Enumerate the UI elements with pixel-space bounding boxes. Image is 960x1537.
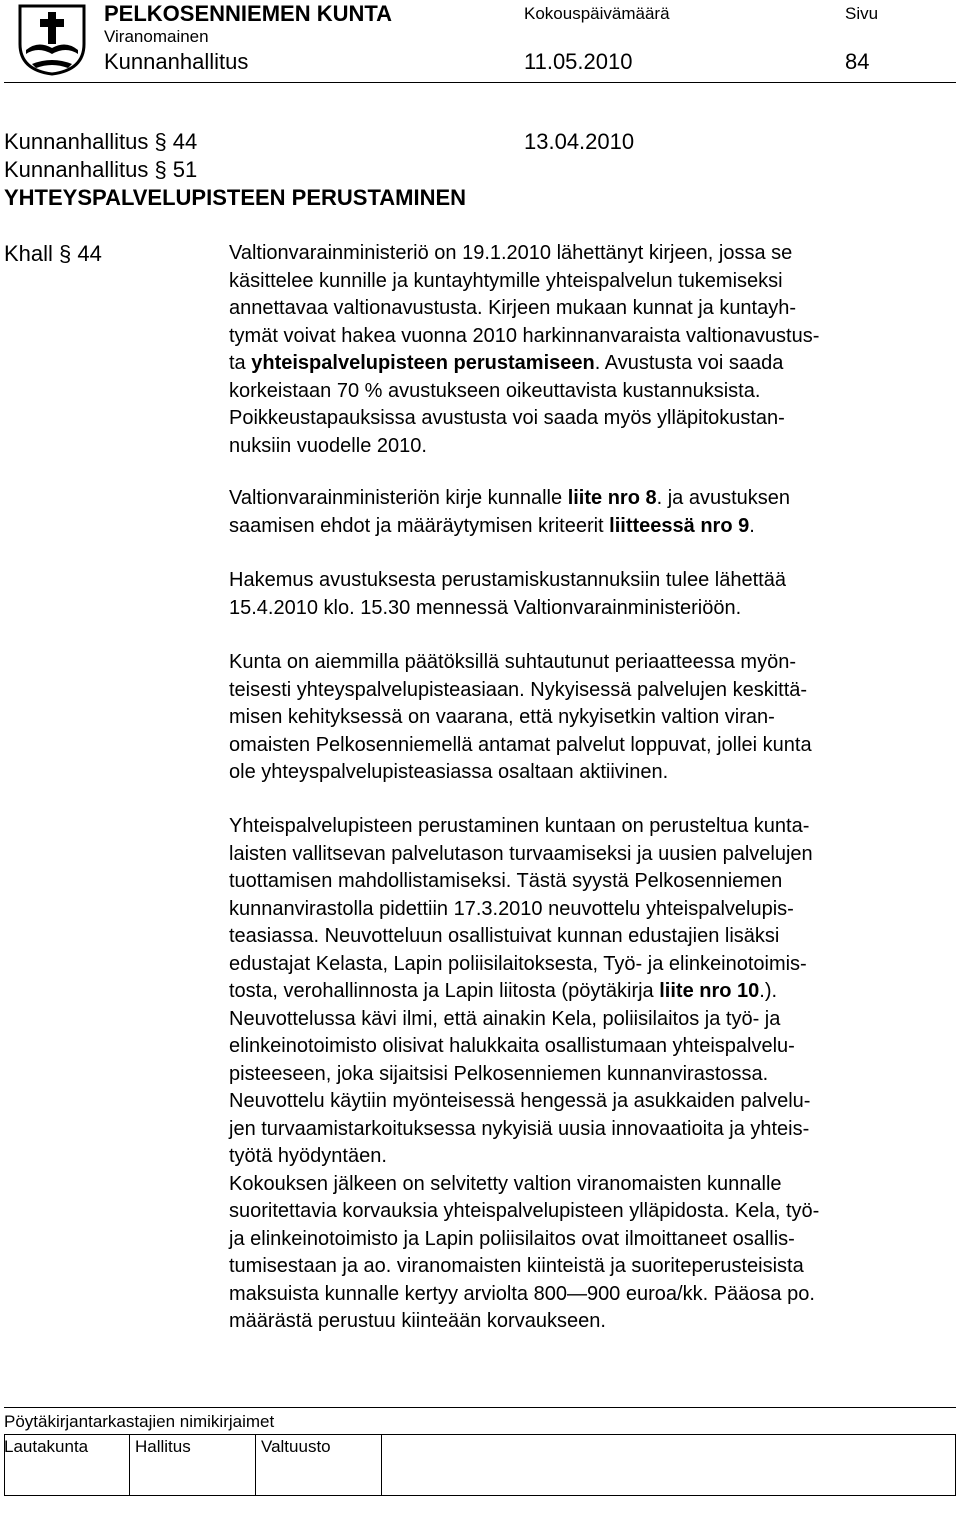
text-line: käsittelee kunnille ja kuntayhtymille yhteispalvelun tukemiseksi — [229, 269, 783, 292]
municipality-crest-logo — [18, 4, 86, 76]
paragraph-1 — [229, 240, 929, 460]
text-fragment: tosta, verohallinnosta ja Lapin liitosta (pöytäkirja — [229, 980, 660, 1002]
issuer-label: Viranomainen — [104, 27, 209, 46]
paragraph-2 — [229, 485, 929, 540]
signature-col-line — [255, 1434, 256, 1495]
text-line: Yhteispalvelupisteen perustaminen kuntaan on perusteltua kunta- — [229, 815, 810, 837]
signature-row-line — [4, 1495, 956, 1496]
text-line: Neuvottelussa kävi ilmi, että ainakin Kela, poliisilaitos ja työ- ja — [229, 1007, 781, 1030]
attachment-ref: liite nro 10 — [659, 980, 760, 1002]
text-fragment: . ja avustuksen — [656, 487, 791, 509]
text-fragment: ta — [229, 352, 252, 374]
text-line: elinkeinotoimisto olisivat halukkaita osallistumaan yhteispalvelu- — [229, 1035, 795, 1057]
text-line: korkeistaan 70 % avustukseen oikeuttavista kustannuksista. — [229, 379, 761, 402]
text-fragment: saamisen ehdot ja määräytymisen kriteerit — [229, 514, 610, 537]
text-line — [229, 513, 929, 541]
signature-col-line — [955, 1434, 956, 1495]
paragraph-5 — [229, 813, 929, 1336]
text-line: misen kehityksessä on vaarana, että nykyisetkin valtion viran- — [229, 706, 775, 728]
paragraph-4 — [229, 649, 929, 787]
meeting-date-label: Kokouspäivämäärä — [524, 4, 670, 23]
text-line: teisesti yhteyspalvelupisteasiaan. Nykyisessä palvelujen keskittä- — [229, 678, 808, 701]
paragraph-3 — [229, 567, 929, 622]
text-line: laisten vallitsevan palvelutason turvaamiseksi ja uusien palvelujen — [229, 842, 813, 865]
footer-col-hallitus: Hallitus — [135, 1437, 191, 1456]
footer-rule — [4, 1407, 956, 1408]
attachment-ref: liite nro 8 — [567, 487, 657, 509]
text-line — [229, 978, 929, 1006]
text-line: teasiassa. Neuvotteluun osallistuivat kunnan edustajien lisäksi — [229, 925, 780, 947]
text-line: määrästä perustuu kiinteään korvaukseen. — [229, 1310, 606, 1332]
footer-title: Pöytäkirjantarkastajien nimikirjaimet — [4, 1412, 275, 1431]
history-line-1: Kunnanhallitus § 44 — [4, 129, 198, 154]
text-line: kunnanvirastolla pidettiin 17.3.2010 neuvottelu yhteispalvelupis- — [229, 897, 794, 920]
signature-row-line — [4, 1434, 956, 1435]
text-line: Kunta on aiemmilla päätöksillä suhtautunut periaatteessa myön- — [229, 651, 796, 673]
signature-table — [4, 1434, 956, 1496]
text-line: tymät voivat hakea vuonna 2010 harkinnanvaraista valtionavustus- — [229, 324, 820, 347]
text-fragment: . — [749, 514, 755, 537]
history-line-1-date: 13.04.2010 — [524, 129, 635, 154]
text-line: Neuvottelu käytiin myönteisessä hengessä ja asukkaiden palvelu- — [229, 1090, 811, 1112]
section-title: YHTEYSPALVELUPISTEEN PERUSTAMINEN — [4, 185, 467, 210]
text-line: ole yhteyspalvelupisteasiassa osaltaan aktiivinen. — [229, 761, 669, 783]
text-line: 15.4.2010 klo. 15.30 mennessä Valtionvarainministeriöön. — [229, 596, 742, 619]
text-line: nuksiin vuodelle 2010. — [229, 434, 427, 457]
page-number: 84 — [845, 49, 870, 74]
text-line: tumisestaan ja ao. viranomaisten kiinteistä ja suoriteperusteisista — [229, 1255, 804, 1277]
signature-col-line — [129, 1434, 130, 1495]
text-line: maksuista kunnalle kertyy arviolta 800—900 euroa/kk. Pääosa po. — [229, 1282, 815, 1305]
text-line: annettavaa valtionavustusta. Kirjeen mukaan kunnat ja kuntayh- — [229, 297, 797, 319]
text-line: Valtionvarainministeriö on 19.1.2010 lähettänyt kirjeen, jossa se — [229, 242, 793, 264]
text-fragment: Valtionvarainministeriön kirje kunnalle — [229, 487, 568, 509]
text-line: omaisten Pelkosenniemellä antamat palvelut loppuvat, jollei kunta — [229, 733, 812, 756]
history-line-2: Kunnanhallitus § 51 — [4, 157, 198, 182]
text-line: työtä hyödyntäen. — [229, 1145, 387, 1167]
municipality-name: PELKOSENNIEMEN KUNTA — [104, 1, 393, 26]
text-line: ja elinkeinotoimisto ja Lapin poliisilaitos ovat ilmoittaneet osallis- — [229, 1227, 795, 1250]
text-line: Poikkeustapauksissa avustusta voi saada myös ylläpitokustan- — [229, 407, 785, 429]
text-line — [229, 485, 929, 513]
page-label: Sivu — [845, 4, 879, 23]
meeting-date: 11.05.2010 — [524, 49, 633, 74]
signature-col-line — [381, 1434, 382, 1495]
attachment-ref: liitteessä nro 9 — [609, 514, 750, 537]
text-line: Hakemus avustuksesta perustamiskustannuksiin tulee lähettää — [229, 569, 786, 591]
body-name: Kunnanhallitus — [104, 49, 249, 74]
header-rule — [4, 82, 956, 83]
text-line: jen turvaamistarkoituksessa nykyisiä uusia innovaatioita ja yhteis- — [229, 1117, 810, 1140]
text-line — [229, 350, 929, 378]
text-line: tuottamisen mahdollistamiseksi. Tästä syystä Pelkosenniemen — [229, 870, 783, 892]
text-line: pisteeseen, joka sijaitsisi Pelkosenniemen kunnanvirastossa. — [229, 1062, 769, 1085]
footer-col-lautakunta: Lautakunta — [4, 1437, 89, 1456]
text-line: Kokouksen jälkeen on selvitetty valtion viranomaisten kunnalle — [229, 1172, 782, 1195]
text-fragment: .). — [759, 980, 778, 1002]
text-fragment: . Avustusta voi saada — [594, 352, 784, 374]
text-line: edustajat Kelasta, Lapin poliisilaitoksesta, Työ- ja elinkeinotoimis- — [229, 952, 807, 975]
emphasis: yhteispalvelupisteen perustamiseen — [251, 352, 595, 374]
footer-col-valtuusto: Valtuusto — [261, 1437, 331, 1456]
text-line: suoritettavia korvauksia yhteispalvelupisteen ylläpidosta. Kela, työ- — [229, 1200, 820, 1222]
section-label: Khall § 44 — [4, 241, 102, 266]
